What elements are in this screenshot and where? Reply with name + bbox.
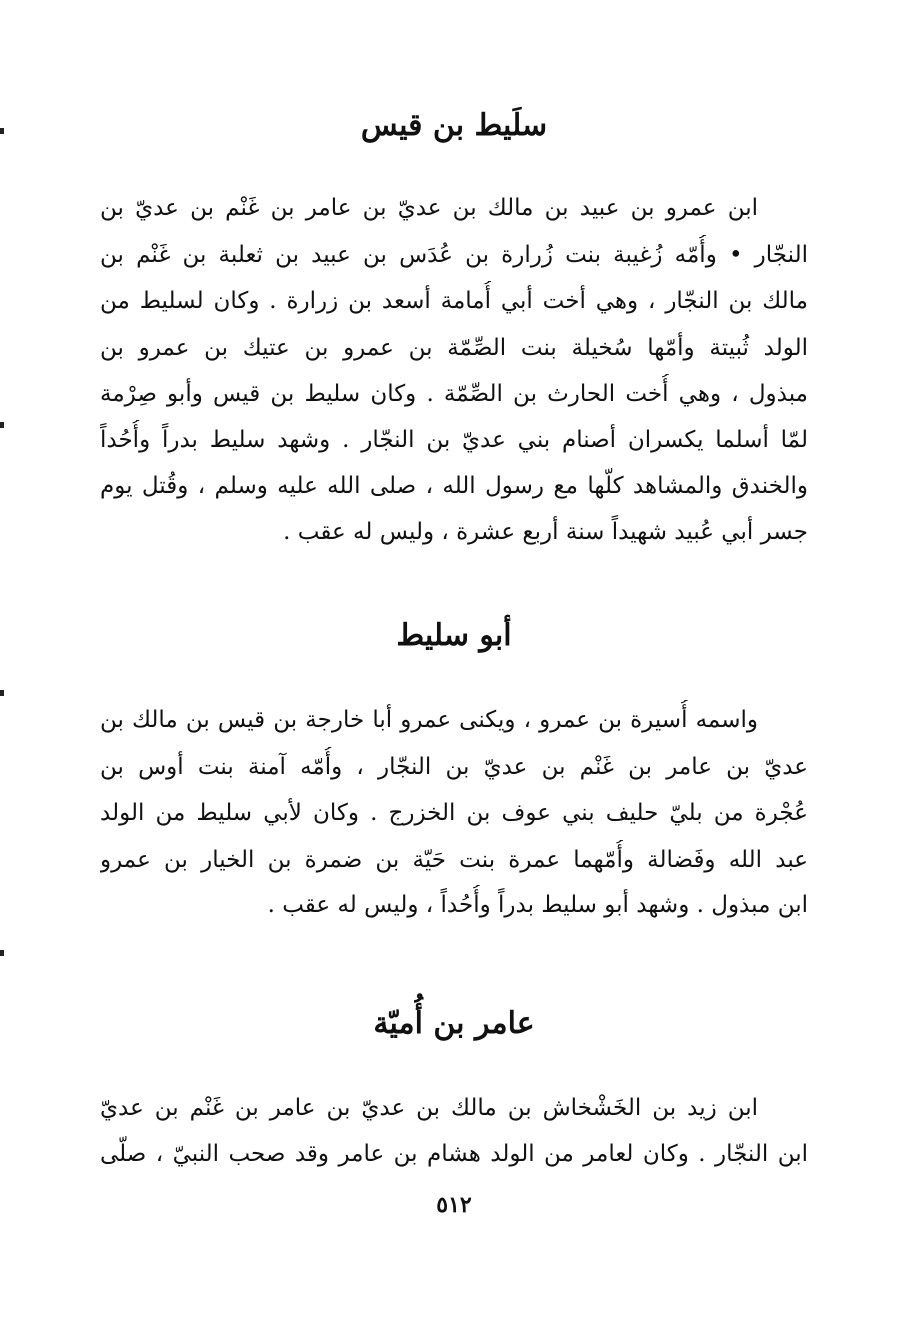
text-line: الولد ثُبيتة وأمّها سُخيلة بنت الصِّمّة بن عمرو بن عتيك بن عمرو بن	[100, 335, 808, 361]
page-number: ٥١٢	[436, 1192, 472, 1218]
text-line: لمّا أسلما يكسران أصنام بني عديّ بن النجّار . وشهد سليط بدراً وأُحُداً	[100, 427, 808, 453]
text-line: والخندق والمشاهد كلّها مع رسول الله ، صلى الله عليه وسلم ، وقُتل يوم	[100, 473, 808, 499]
text-line: واسمه أُسيرة بن عمرو ، ويكنى عمرو أبا خارجة بن قيس بن مالك بن	[100, 707, 758, 733]
text-line: النجّار • وأُمّه زُغيبة بنت زُرارة بن عُدَس بن عبيد بن ثعلبة بن غَنْم بن	[100, 242, 808, 268]
text-line: عُجْرة من بليّ حليف بني عوف بن الخزرج . وكان لأبي سليط من الولد	[100, 800, 808, 826]
text-line: ابن زيد بن الخَشْخاش بن مالك بن عديّ بن عامر بن غَنْم بن عديّ	[100, 1095, 758, 1121]
text-line: مالك بن النجّار ، وهي أخت أبي أُمامة أسعد بن زرارة . وكان لسليط من	[100, 288, 808, 314]
text-line: جسر أبي عُبيد شهيداً سنة أربع عشرة ، وليس له عقب .	[283, 519, 808, 545]
edge-mark	[0, 422, 4, 428]
edge-mark	[0, 690, 4, 696]
text-line: ابن مبذول . وشهد أبو سليط بدراً وأُحُداً ، وليس له عقب .	[267, 892, 808, 918]
edge-mark	[0, 128, 4, 134]
text-line: مبذول ، وهي أُخت الحارث بن الصِّمّة . وكان سليط بن قيس وأبو صِرْمة	[100, 381, 808, 407]
text-line: عديّ بن عامر بن غَنْم بن عديّ بن النجّار ، وأُمّه آمنة بنت أوس بن	[100, 754, 808, 780]
edge-mark	[0, 950, 4, 956]
text-line: ابن عمرو بن عبيد بن مالك بن عديّ بن عامر بن غَنْم بن عديّ بن	[100, 195, 758, 221]
section-heading-abu-saleet: أبو سليط	[396, 618, 512, 653]
text-line: ابن النجّار . وكان لعامر من الولد هشام بن عامر وقد صحب النبيّ ، صلّى	[100, 1141, 808, 1167]
section-heading-saleet: سلَيط بن قيس	[360, 108, 548, 143]
section-heading-amir: عامر بن أُميّة	[373, 1006, 535, 1041]
text-line: عبد الله وفَضالة وأُمّهما عمرة بنت حَيّة بن ضمرة بن الخيار بن عمرو	[100, 847, 808, 873]
